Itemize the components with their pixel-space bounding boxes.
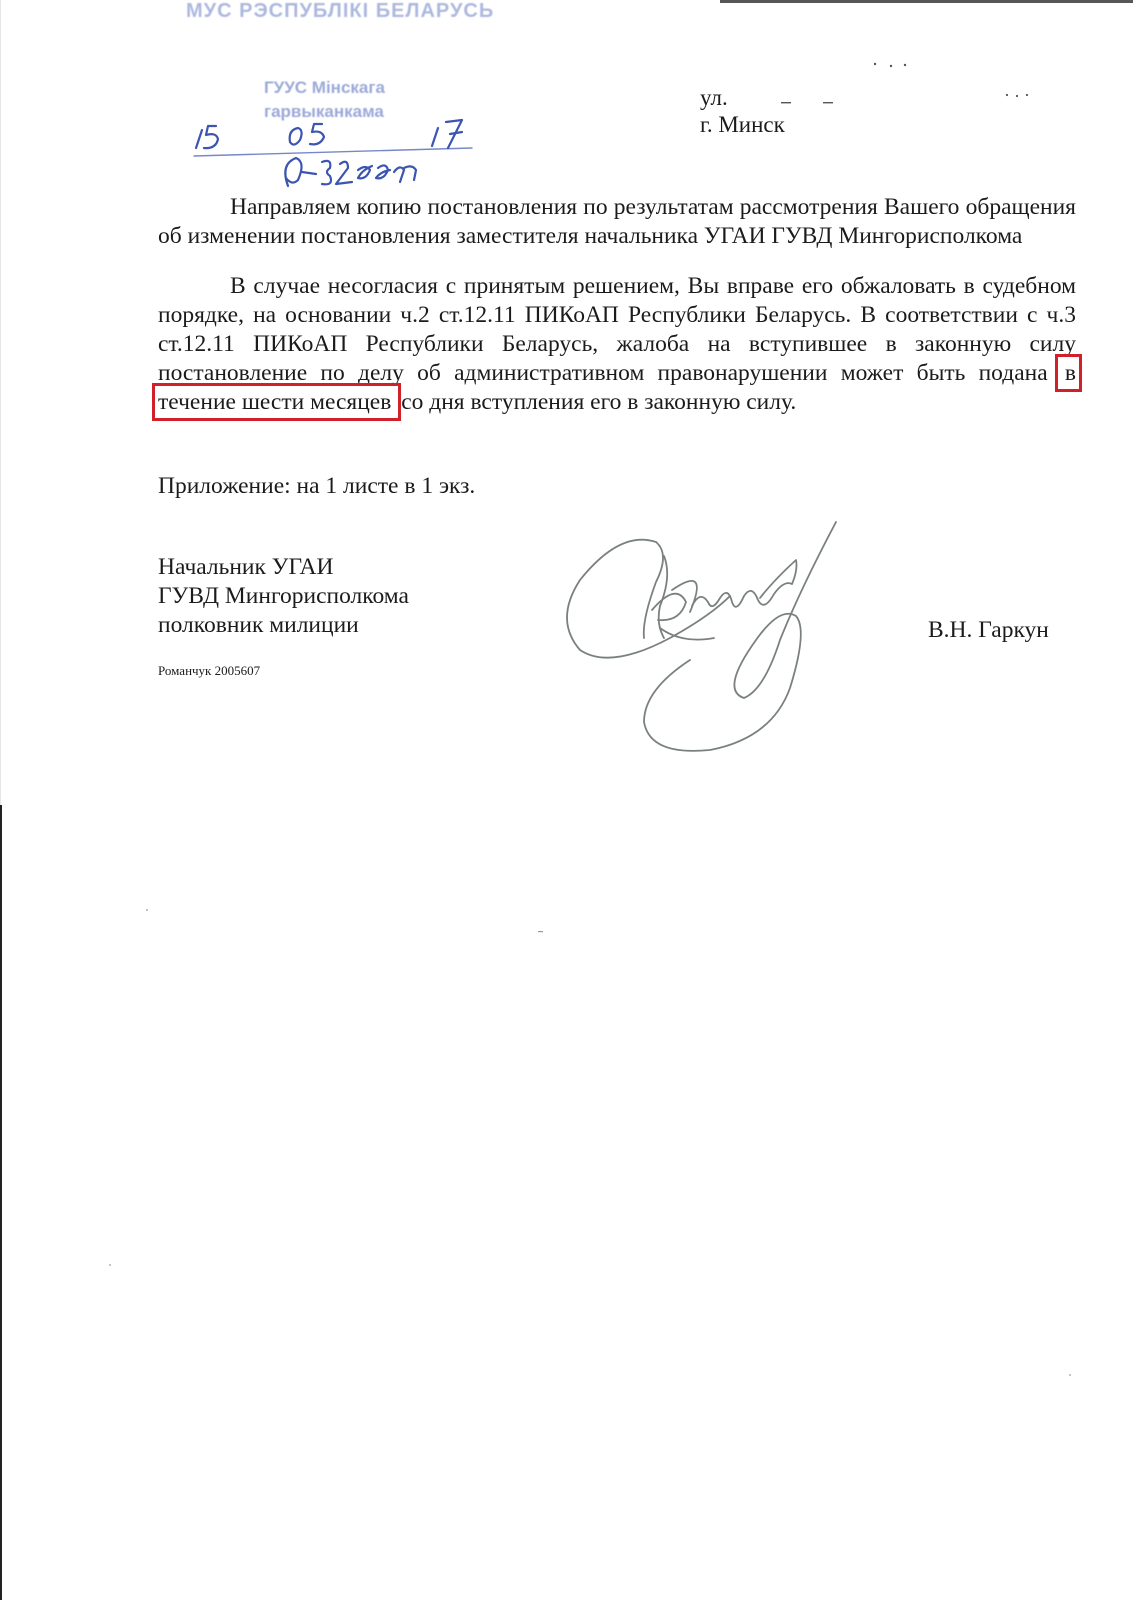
highlighted-phrase: в течение шести месяцев <box>158 360 1076 415</box>
stamp-line-5: гарвыканкама <box>264 102 384 121</box>
paragraph-1: Направляем копию постановления по результатам рассмотрения Вашего обращения об изменении постановления заместителя начальника УГАИ ГУВД Мингорисполкома <box>158 194 1076 249</box>
signatory-line-3: полковник милиции <box>158 612 359 638</box>
annex-note: Приложение: на 1 листе в 1 экз. <box>158 473 476 499</box>
redacted-address-marks <box>745 58 1045 108</box>
handwritten-signature <box>560 520 860 770</box>
signatory-line-1: Начальник УГАИ <box>158 554 334 580</box>
address-street: ул. <box>700 85 728 110</box>
scan-edge-top <box>720 0 1133 3</box>
signatory-name: В.Н. Гаркун <box>928 617 1049 643</box>
paragraph-2-after: со дня вступления его в законную силу. <box>395 389 797 415</box>
scan-edge-left-upper <box>0 0 1 805</box>
signatory-line-2: ГУВД Мингорисполкома <box>158 583 409 609</box>
stamp-line-1: МУС РЭСПУБЛІКІ БЕЛАРУСЬ <box>186 0 495 22</box>
executor-note: Романчук 2005607 <box>158 663 261 678</box>
scan-edge-left <box>0 805 2 1600</box>
stamp-handwriting <box>180 108 500 198</box>
signatory-title <box>158 553 409 640</box>
paragraph-2 <box>158 272 1076 417</box>
paragraph-2-before: В случае несогласия с принятым решением, Вы вправе его обжаловать в судебном порядке, на основании ч.2 ст.12.11 ПИКоАП Республики Беларусь. В соответствии с ч.3 ст.12.11 ПИКоАП Республики Беларусь, жалоба на вступившее в законную силу постановление по делу об административном правонарушении может быть подана <box>158 273 1076 386</box>
address-city: г. Минск <box>700 112 785 137</box>
stamp-line-4: ГУУС Мінскага <box>264 78 385 97</box>
